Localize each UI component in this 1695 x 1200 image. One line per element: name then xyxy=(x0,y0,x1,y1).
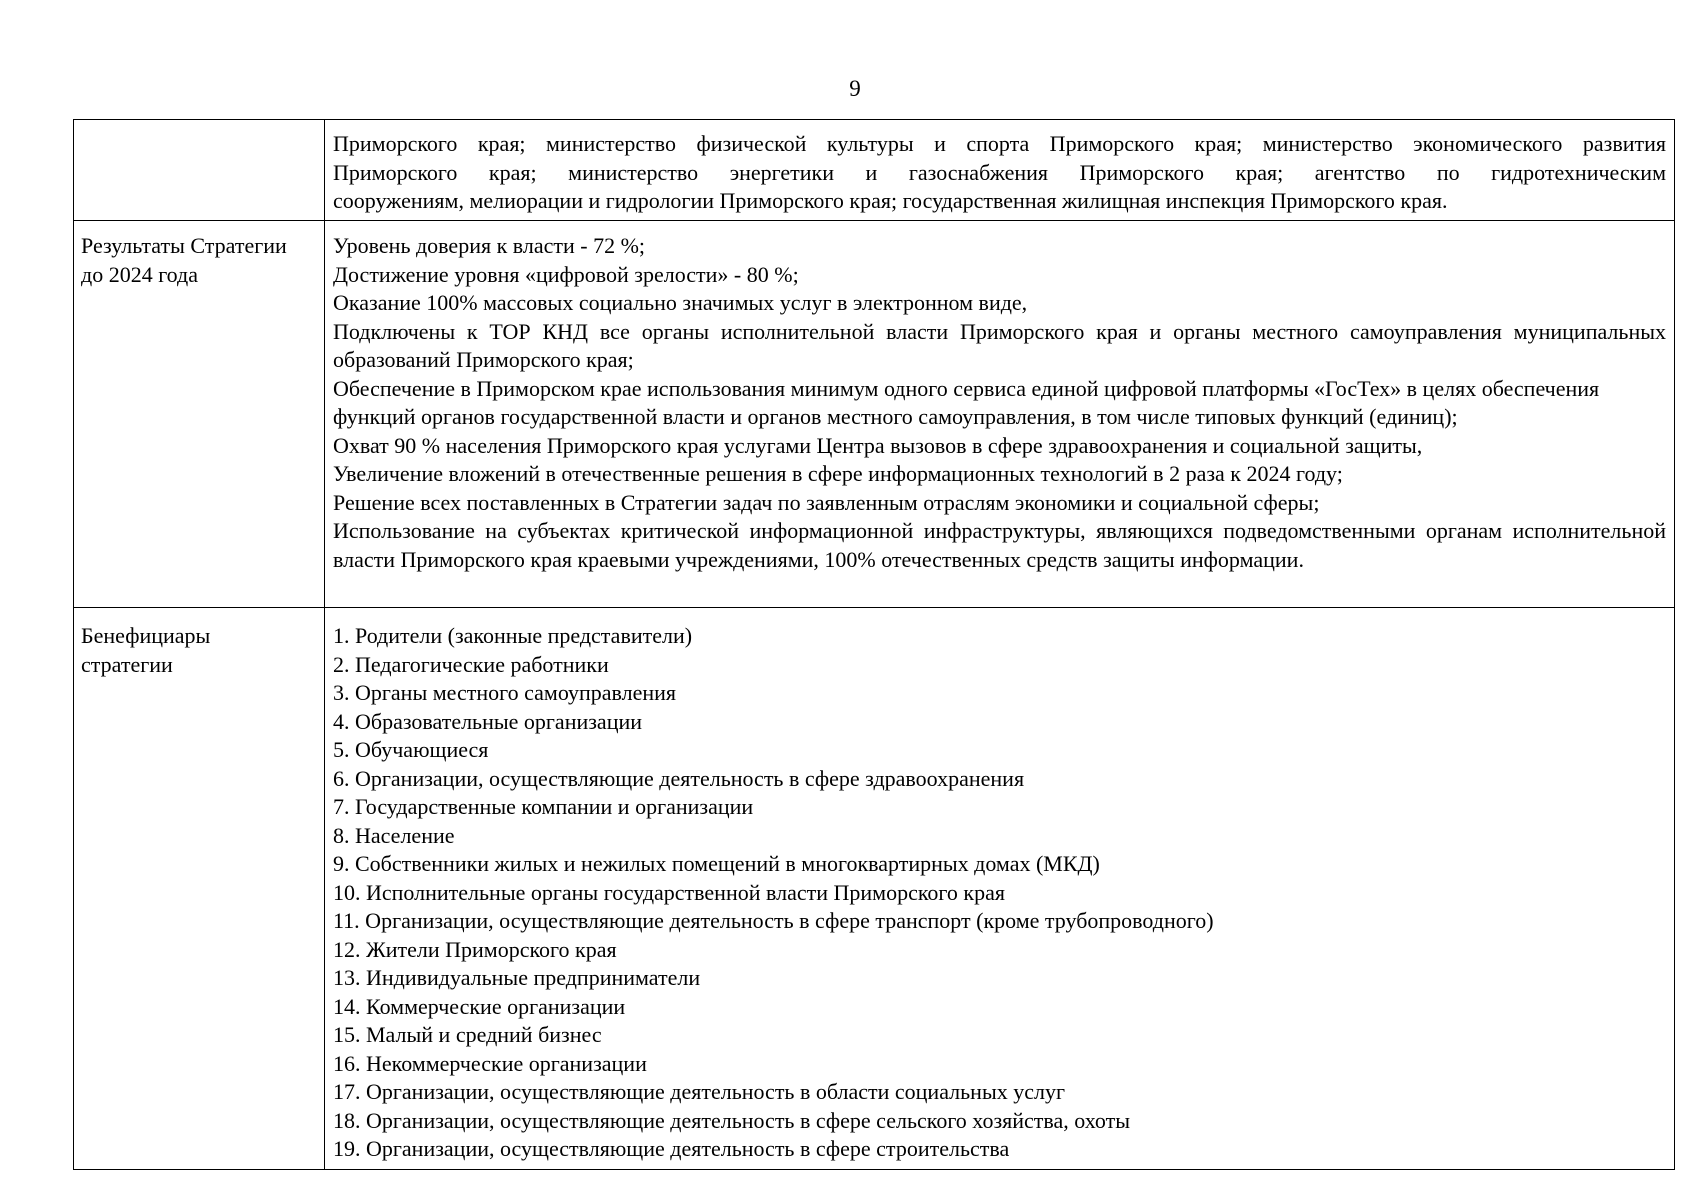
results-label xyxy=(74,221,325,608)
table-row-beneficiaries xyxy=(74,608,1675,1170)
executors-line: Приморского края; министерство физической культуры и спорта Приморского края; министерство экономического развития xyxy=(333,131,1666,156)
beneficiary-item: 9. Собственники жилых и нежилых помещений в многоквартирных домах (МКД) xyxy=(333,851,1100,876)
result-item: Уровень доверия к власти - 72 %; xyxy=(333,233,646,258)
results-label-line: Результаты Стратегии xyxy=(81,233,287,258)
beneficiary-item: 17. Организации, осуществляющие деятельность в области социальных услуг xyxy=(333,1079,1065,1104)
beneficiary-item: 6. Организации, осуществляющие деятельность в сфере здравоохранения xyxy=(333,765,1025,791)
beneficiary-item: 10. Исполнительные органы государственной власти Приморского края xyxy=(333,879,1005,905)
result-item: Обеспечение в Приморском крае использования минимум одного сервиса единой цифровой платформы «ГосТех» в целях обеспечения функций органов государственной власти и органов местного самоуправления, в том числе типовых функций (единиц); xyxy=(333,375,1600,429)
result-item: Решение всех поставленных в Стратегии задач по заявленным отраслям экономики и социальной сферы; xyxy=(333,489,1320,515)
executors-line: Приморского края; министерство энергетики и газоснабжения Приморского края; агентство по гидротехническим xyxy=(333,159,1666,185)
result-item: Использование на субъектах критической информационной инфраструктуры, являющихся подведомственными органам исполнительной власти Приморского края краевыми учреждениями, 100% отечественных средств защиты информации. xyxy=(333,518,1666,572)
beneficiaries-label-line: Бенефициары xyxy=(81,623,211,648)
beneficiaries-label xyxy=(74,608,325,1170)
beneficiary-item: 7. Государственные компании и организации xyxy=(333,794,754,819)
beneficiary-item: 11. Организации, осуществляющие деятельность в сфере транспорт (кроме трубопроводного) xyxy=(333,908,1214,933)
beneficiary-item: 18. Организации, осуществляющие деятельность в сфере сельского хозяйства, охоты xyxy=(333,1107,1130,1133)
result-item: Охват 90 % населения Приморского края услугами Центра вызовов в сфере здравоохранения и социальной защиты, xyxy=(333,432,1423,458)
beneficiary-item: 2. Педагогические работники xyxy=(333,651,609,677)
beneficiary-item: 4. Образовательные организации xyxy=(333,708,643,734)
result-item: Оказание 100% массовых социально значимых услуг в электронном виде, xyxy=(333,290,1028,315)
beneficiary-item: 8. Население xyxy=(333,822,455,848)
row-label-empty xyxy=(74,120,325,221)
result-item: Подключены к ТОР КНД все органы исполнительной власти Приморского края и органы местного самоуправления муниципальных образований Приморского края; xyxy=(333,318,1666,372)
result-item: Увеличение вложений в отечественные решения в сфере информационных технологий в 2 раза к 2024 году; xyxy=(333,461,1343,486)
beneficiary-item: 16. Некоммерческие организации xyxy=(333,1050,647,1076)
beneficiary-item: 1. Родители (законные представители) xyxy=(333,623,693,648)
beneficiary-item: 19. Организации, осуществляющие деятельность в сфере строительства xyxy=(333,1136,1010,1161)
beneficiary-item: 13. Индивидуальные предприниматели xyxy=(333,965,701,990)
results-list xyxy=(325,221,1675,608)
table-row-executors-continued xyxy=(74,120,1675,221)
executors-line: сооружениям, мелиорации и гидрологии Приморского края; государственная жилищная инспекция Приморского края. xyxy=(333,188,1448,213)
page-number: 9 xyxy=(849,76,861,101)
beneficiary-item: 3. Органы местного самоуправления xyxy=(333,680,677,705)
beneficiaries-list xyxy=(325,608,1675,1170)
table-row-results xyxy=(74,221,1675,608)
result-item: Достижение уровня «цифровой зрелости» - 80 %; xyxy=(333,261,799,287)
strategy-passport-table xyxy=(73,119,1675,1170)
executors-text xyxy=(325,120,1675,221)
beneficiary-item: 12. Жители Приморского края xyxy=(333,936,617,962)
beneficiary-item: 14. Коммерческие организации xyxy=(333,993,626,1019)
beneficiaries-label-line: стратегии xyxy=(81,651,173,677)
beneficiary-item: 15. Малый и средний бизнес xyxy=(333,1022,602,1047)
results-label-line: до 2024 года xyxy=(81,261,198,287)
beneficiary-item: 5. Обучающиеся xyxy=(333,737,489,762)
